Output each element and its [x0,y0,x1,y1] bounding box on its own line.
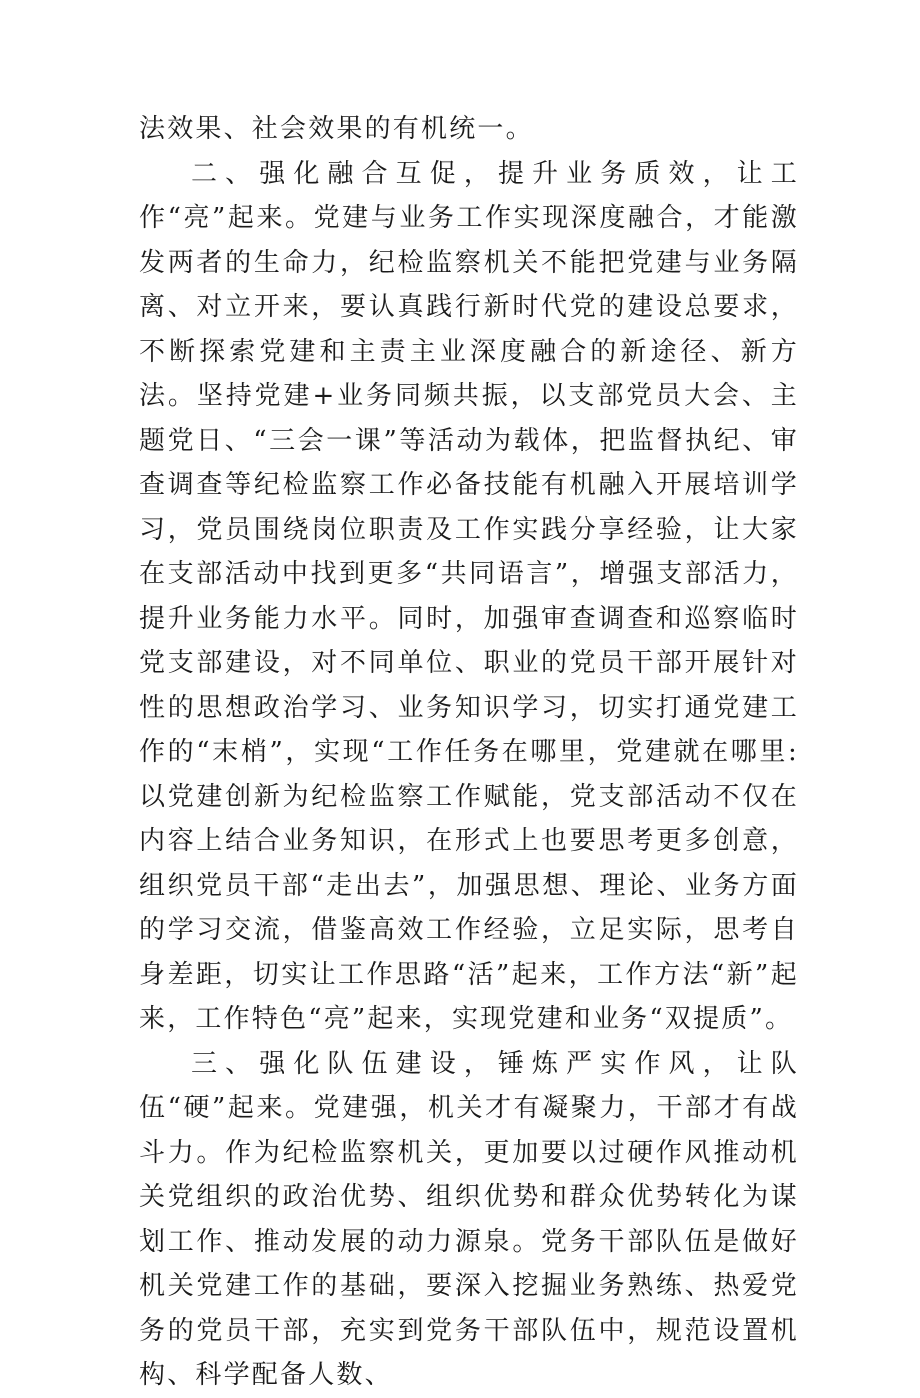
paragraph-continuation: 法效果、社会效果的有机统一。 [139,114,534,144]
document-body [139,107,799,1398]
paragraph-section-three: 三、强化队伍建设，锤炼严实作风，让队伍“硬”起来。党建强，机关才有凝聚力，干部才有战斗力。作为纪检监察机关，更加要以过硬作风推动机关党组织的政治优势、组织优势和群众优势转化为谋划工作、推动发展的动力源泉。党务干部队伍是做好机关党建工作的基础，要深入挖掘业务熟练、热爱党务的党员干部，充实到党务干部队伍中，规范设置机构、科学配备人数、 [139,1048,799,1390]
paragraph-section-two: 二、强化融合互促，提升业务质效，让工作“亮”起来。党建与业务工作实现深度融合，才能激发两者的生命力，纪检监察机关不能把党建与业务隔离、对立开来，要认真践行新时代党的建设总要求，不断探索党建和主责主业深度融合的新途径、新方法。坚持党建+业务同频共振，以支部党员大会、主题党日、“三会一课”等活动为载体，把监督执纪、审查调查等纪检监察工作必备技能有机融入开展培训学习，党员围绕岗位职责及工作实践分享经验，让大家在支部活动中找到更多“共同语言”，增强支部活力，提升业务能力水平。同时，加强审查调查和巡察临时党支部建设，对不同单位、职业的党员干部开展针对性的思想政治学习、业务知识学习，切实打通党建工作的“末梢”，实现“工作任务在哪里，党建就在哪里:以党建创新为纪检监察工作赋能，党支部活动不仅在内容上结合业务知识，在形式上也要思考更多创意，组织党员干部“走出去”，加强思想、理论、业务方面的学习交流，借鉴高效工作经验，立足实际，思考自身差距，切实让工作思路“活”起来，工作方法“新”起来，工作特色“亮”起来，实现党建和业务“双提质”。 [139,158,799,1034]
